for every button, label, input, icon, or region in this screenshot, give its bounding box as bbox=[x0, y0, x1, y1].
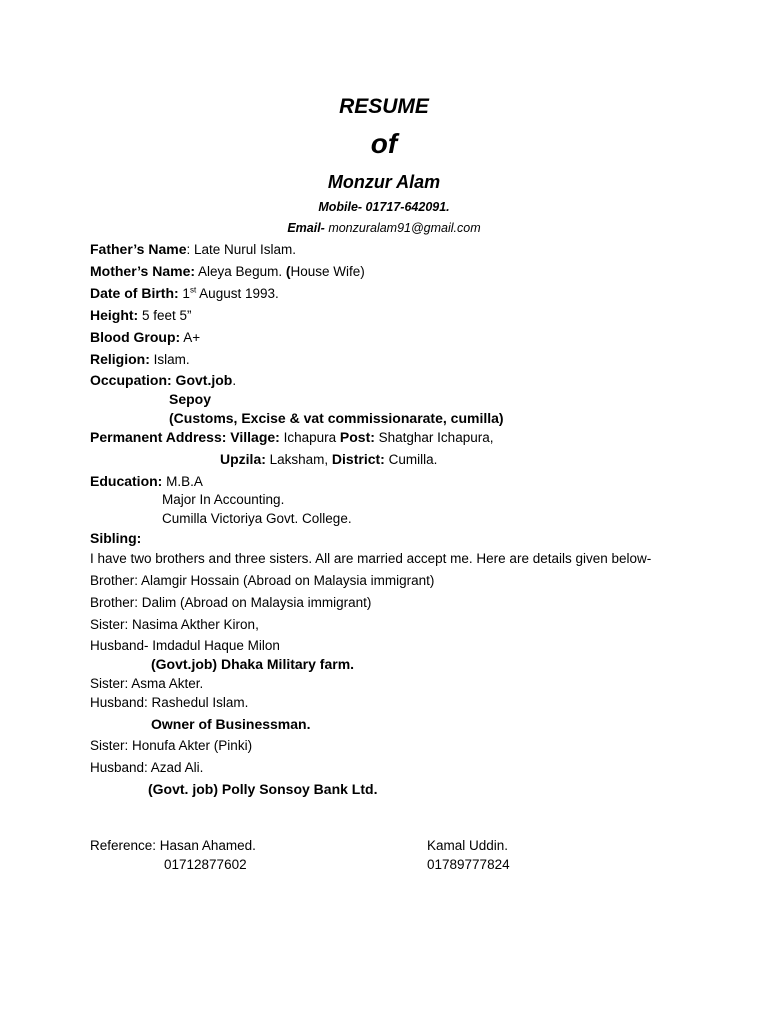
address-label: Permanent Address: Village: bbox=[90, 429, 280, 445]
height-value: 5 feet 5” bbox=[138, 308, 192, 323]
brother-2: Brother: Dalim (Abroad on Malaysia immigrant) bbox=[90, 595, 372, 610]
father-value: : Late Nurul Islam. bbox=[186, 242, 297, 257]
occupation-label: Occupation: Govt.job bbox=[90, 372, 233, 388]
address-village: Ichapura bbox=[279, 430, 340, 445]
upzila-value: Laksham, bbox=[265, 452, 332, 467]
reference-1-name: Hasan Ahamed. bbox=[156, 838, 256, 853]
husband-1: Husband- Imdadul Haque Milon bbox=[90, 638, 280, 653]
husband-3-job: (Govt. job) Polly Sonsoy Bank Ltd. bbox=[148, 781, 378, 797]
address-post: Shatghar Ichapura, bbox=[374, 430, 494, 445]
blood-label: Blood Group: bbox=[90, 329, 181, 345]
occupation-org: (Customs, Excise & vat commissionarate, cumilla) bbox=[169, 410, 504, 426]
email-line bbox=[0, 221, 768, 235]
dob-day: 1 bbox=[178, 286, 190, 301]
reference-row bbox=[90, 837, 256, 855]
husband-3: Husband: Azad Ali. bbox=[90, 760, 204, 775]
mother-label: Mother’s Name: bbox=[90, 263, 196, 279]
resume-of: of bbox=[370, 128, 398, 159]
mother-value: Aleya Begum. bbox=[195, 264, 286, 279]
religion-value: Islam. bbox=[149, 352, 190, 367]
education-label: Education: bbox=[90, 473, 163, 489]
occupation-dot: . bbox=[232, 373, 237, 388]
district-value: Cumilla. bbox=[384, 452, 438, 467]
education-college: Cumilla Victoriya Govt. College. bbox=[162, 511, 352, 526]
sister-3: Sister: Honufa Akter (Pinki) bbox=[90, 738, 253, 753]
mobile-line: Mobile- 01717-642091. bbox=[318, 200, 450, 214]
religion-row bbox=[90, 350, 190, 369]
sister-1-row bbox=[90, 616, 259, 634]
husband-1-job: (Govt.job) Dhaka Military farm. bbox=[151, 656, 355, 672]
address-post-label: Post: bbox=[339, 429, 375, 445]
address-row-2 bbox=[220, 450, 437, 469]
religion-label: Religion: bbox=[90, 351, 150, 367]
dob-rest: August 1993. bbox=[196, 286, 279, 301]
sister-2-label: Sister: bbox=[90, 676, 129, 691]
brother-1: Brother: Alamgir Hossain (Abroad on Malaysia immigrant) bbox=[90, 573, 435, 588]
district-label: District: bbox=[331, 451, 385, 467]
education-degree: M.B.A bbox=[162, 474, 203, 489]
blood-row bbox=[90, 328, 200, 347]
reference-2-phone: 01789777824 bbox=[427, 857, 510, 872]
mother-row bbox=[90, 262, 365, 281]
applicant-name: Monzur Alam bbox=[327, 172, 441, 192]
mother-note: House Wife) bbox=[290, 264, 365, 279]
height-label: Height: bbox=[90, 307, 139, 323]
blood-value: A+ bbox=[180, 330, 201, 345]
occupation-row bbox=[90, 371, 236, 390]
father-row bbox=[90, 240, 296, 259]
reference-label: Reference: bbox=[90, 838, 157, 853]
email-value: monzuralam91@gmail.com bbox=[324, 221, 481, 235]
mother-paren: ( bbox=[285, 263, 291, 279]
sister-1-value: Nasima Akther Kiron, bbox=[128, 617, 259, 632]
sister-2-row bbox=[90, 675, 203, 693]
email-label: Email- bbox=[287, 221, 325, 235]
dob-label: Date of Birth: bbox=[90, 285, 179, 301]
sibling-label: Sibling: bbox=[90, 530, 142, 546]
husband-2: Husband: Rashedul Islam. bbox=[90, 695, 249, 710]
resume-title: RESUME bbox=[339, 95, 429, 118]
dob-row bbox=[90, 284, 279, 303]
reference-2-name: Kamal Uddin. bbox=[427, 838, 509, 853]
sister-2-value: Asma Akter. bbox=[128, 676, 204, 691]
upzila-label: Upzila: bbox=[220, 451, 266, 467]
husband-2-job: Owner of Businessman. bbox=[151, 716, 311, 732]
education-row bbox=[90, 472, 203, 491]
reference-1-phone: 01712877602 bbox=[164, 857, 247, 872]
address-row bbox=[90, 428, 493, 447]
sibling-intro: I have two brothers and three sisters. All are married accept me. Here are details given below- bbox=[90, 551, 652, 566]
dob-suffix: st bbox=[189, 285, 197, 295]
sister-1-label: Sister: bbox=[90, 617, 129, 632]
height-row bbox=[90, 306, 192, 325]
education-major: Major In Accounting. bbox=[162, 492, 285, 507]
father-label: Father’s Name bbox=[90, 241, 187, 257]
occupation-post: Sepoy bbox=[169, 391, 212, 407]
